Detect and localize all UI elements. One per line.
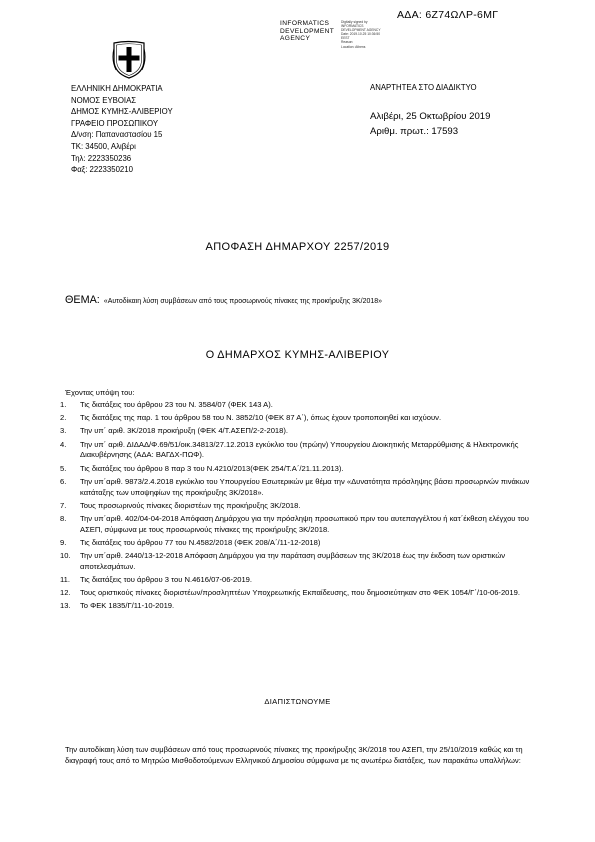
list-item: [60, 440, 530, 462]
mayor-title: Ο ΔΗΜΑΡΧΟΣ ΚΥΜΗΣ-ΑΛΙΒΕΡΙΟΥ: [205, 349, 390, 361]
item-text: Την υπ΄ αριθ. 3Κ/2018 προκήρυξη (ΦΕΚ 4/Τ.ΑΣΕΠ/2-2-2018).: [80, 426, 289, 436]
subject-label: ΘΕΜΑ:: [65, 294, 100, 306]
list-item: [60, 551, 530, 573]
list-item: [60, 464, 530, 475]
item-number: 8.: [60, 513, 67, 523]
verify-heading: ΔΙΑΠΙΣΤΩΝΟΥΜΕ: [264, 697, 331, 706]
item-number: 5.: [60, 463, 67, 473]
list-item: [60, 477, 530, 499]
posted-online-label: ΑΝΑΡΤΗΤΕΑ ΣΤΟ ΔΙΑΔΙΚΤΥΟ: [370, 83, 477, 92]
issuer-line: Τηλ: 2223350236: [71, 153, 132, 163]
digital-signature-note: [341, 20, 401, 49]
logo-line: AGENCY: [280, 35, 311, 43]
considering-label: Έχοντας υπόψη του:: [65, 388, 135, 397]
item-number: 11.: [60, 575, 70, 585]
list-item: [60, 413, 530, 424]
item-number: 7.: [60, 500, 67, 510]
signature-line: Location: Athens: [341, 44, 366, 49]
place-date: Αλιβέρι, 25 Οκτωβρίου 2019: [370, 111, 491, 122]
item-text: Τους προσωρινούς πίνακες διοριστέων της προκήρυξης 3Κ/2018.: [80, 500, 301, 510]
issuer-block: [71, 83, 173, 176]
logo-line: INFORMATICS: [280, 20, 330, 27]
item-text: Τις διατάξεις του άρθρου 77 του Ν.4582/2018 (ΦΕΚ 208/Α΄/11-12-2018): [80, 537, 321, 547]
issuer-line: ΤΚ: 34500, Αλιβέρι: [71, 141, 136, 151]
issuer-line: ΔΗΜΟΣ ΚΥΜΗΣ-ΑΛΙΒΕΡΙΟΥ: [71, 107, 173, 117]
issuer-line: ΓΡΑΦΕΙΟ ΠΡΟΣΩΠΙΚΟΥ: [71, 118, 159, 128]
issuer-line: ΝΟΜΟΣ ΕΥΒΟΙΑΣ: [71, 95, 137, 105]
greek-coat-of-arms-icon: [112, 40, 146, 85]
list-item: [60, 538, 530, 549]
logo-line: DEVELOPMENT: [280, 27, 335, 35]
item-text: Την υπ΄αριθ. 402/04-04-2018 Απόφαση Δημάρχου για την πρόσληψη προσωπικού πριν του αυτεπαγγέλτου ή κατ΄έκθεση ελέγχου του ΑΣΕΠ, σύμφωνα με τους προσωρινούς πίνακες της προκήρυξης 3Κ/2018.: [80, 513, 529, 534]
informatics-agency-logo: [280, 20, 334, 43]
list-item: [60, 575, 530, 586]
date-block: [370, 109, 490, 139]
issuer-line: Φαξ: 2223350210: [71, 165, 133, 175]
subject-line: [65, 290, 382, 308]
item-text: Το ΦΕΚ 1835/Γ/11-10-2019.: [80, 601, 175, 611]
signature-line: EEST: [341, 36, 350, 41]
closing-paragraph: Την αυτοδίκαιη λύση των συμβάσεων από τους προσωρινούς πίνακες της προκήρυξης 3Κ/2018 του ΑΣΕΠ, την 25/10/2019 καθώς και τη διαγραφή τους από το Μητρώο Μισθοδοτούμενων Ελληνικού Δημοσίου σύμφωνα με τις ανωτέρω διατάξεις, των παρακάτω υπαλλήλων:: [65, 745, 523, 765]
signature-line: Digitally signed by: [341, 20, 368, 24]
item-text: Τους οριστικούς πίνακες διοριστέων/προσληπτέων Υποχρεωτικής Εκπαίδευσης, που δημοσιεύτηκαν στο ΦΕΚ 1054/Γ΄/10-06-2019.: [80, 588, 520, 598]
item-text: Την υπ΄αριθ. 2440/13-12-2018 Απόφαση Δημάρχου για την παράταση συμβάσεων της 3Κ/2018 έως την έκδοση των οριστικών αποτελεσμάτων.: [80, 551, 506, 571]
item-number: 2.: [60, 413, 67, 423]
decision-title: ΑΠΟΦΑΣΗ ΔΗΜΑΡΧΟΥ 2257/2019: [205, 241, 390, 253]
list-item: [60, 514, 530, 536]
item-text: Την υπ΄αριθ. 9873/2.4.2018 εγκύκλιο του Υπουργείου Εσωτερικών με θέμα την «Δυνατότητα πρόσληψης βάσει προσωρινών πινάκων κατάταξης των υποψηφίων της προκήρυξης 3Κ/2018».: [80, 476, 530, 497]
ada-code: ΑΔΑ: 6Ζ74ΩΛΡ-6ΜΓ: [397, 9, 499, 21]
item-text: Την υπ΄ αριθ. ΔΙΔΑΔ/Φ.69/51/οικ.34813/27.12.2013 εγκύκλιο του (πρώην) Υπουργείου Διοικητικής Μεταρρύθμισης & Ηλεκτρονικής Διακυβέρνησης (ΑΔΑ: ΒΑΓΔΧ-ΠΩΦ).: [80, 439, 519, 460]
list-item: [60, 601, 530, 612]
item-number: 10.: [60, 551, 71, 561]
item-text: Τις διατάξεις του άρθρου 3 του Ν.4616/07-06-2019.: [80, 575, 253, 585]
list-item: [60, 588, 530, 599]
item-number: 6.: [60, 476, 67, 486]
item-text: Τις διατάξεις του άρθρου 8 παρ 3 του Ν.4210/2013(ΦΕΚ 254/Τ.Α΄/21.11.2013).: [80, 463, 344, 473]
protocol-number: Αριθμ. πρωτ.: 17593: [370, 126, 459, 137]
subject-text: «Αυτοδίκαιη λύση συμβάσεων από τους προσωρινούς πίνακες της προκήρυξης 3Κ/2018»: [103, 298, 383, 305]
item-number: 13.: [60, 601, 71, 611]
item-number: 1.: [60, 400, 67, 409]
item-text: Τις διατάξεις της παρ. 1 του άρθρου 58 του Ν. 3852/10 (ΦΕΚ 87 Α΄), όπως έχουν τροποποιηθεί και ισχύουν.: [80, 413, 442, 423]
considerations-list: [60, 400, 530, 615]
signature-line: Date: 2019.10.25 10:36:50: [341, 32, 381, 37]
item-number: 9.: [60, 537, 67, 547]
signature-line: DEVELOPMENT AGENCY: [341, 28, 381, 33]
issuer-line: Δ/νση: Παπαναστασίου 15: [71, 130, 163, 140]
list-item: [60, 501, 530, 512]
item-number: 4.: [60, 439, 67, 449]
signature-line: INFORMATICS: [341, 24, 364, 29]
item-text: Τις διατάξεις του άρθρου 23 του Ν. 3584/07 (ΦΕΚ 143 Α).: [80, 400, 273, 409]
list-item: [60, 426, 530, 437]
issuer-line: ΕΛΛΗΝΙΚΗ ΔΗΜΟΚΡΑΤΙΑ: [71, 84, 163, 93]
signature-line: Reason:: [341, 40, 354, 45]
item-number: 3.: [60, 426, 67, 436]
list-item: [60, 400, 530, 411]
item-number: 12.: [60, 588, 71, 598]
